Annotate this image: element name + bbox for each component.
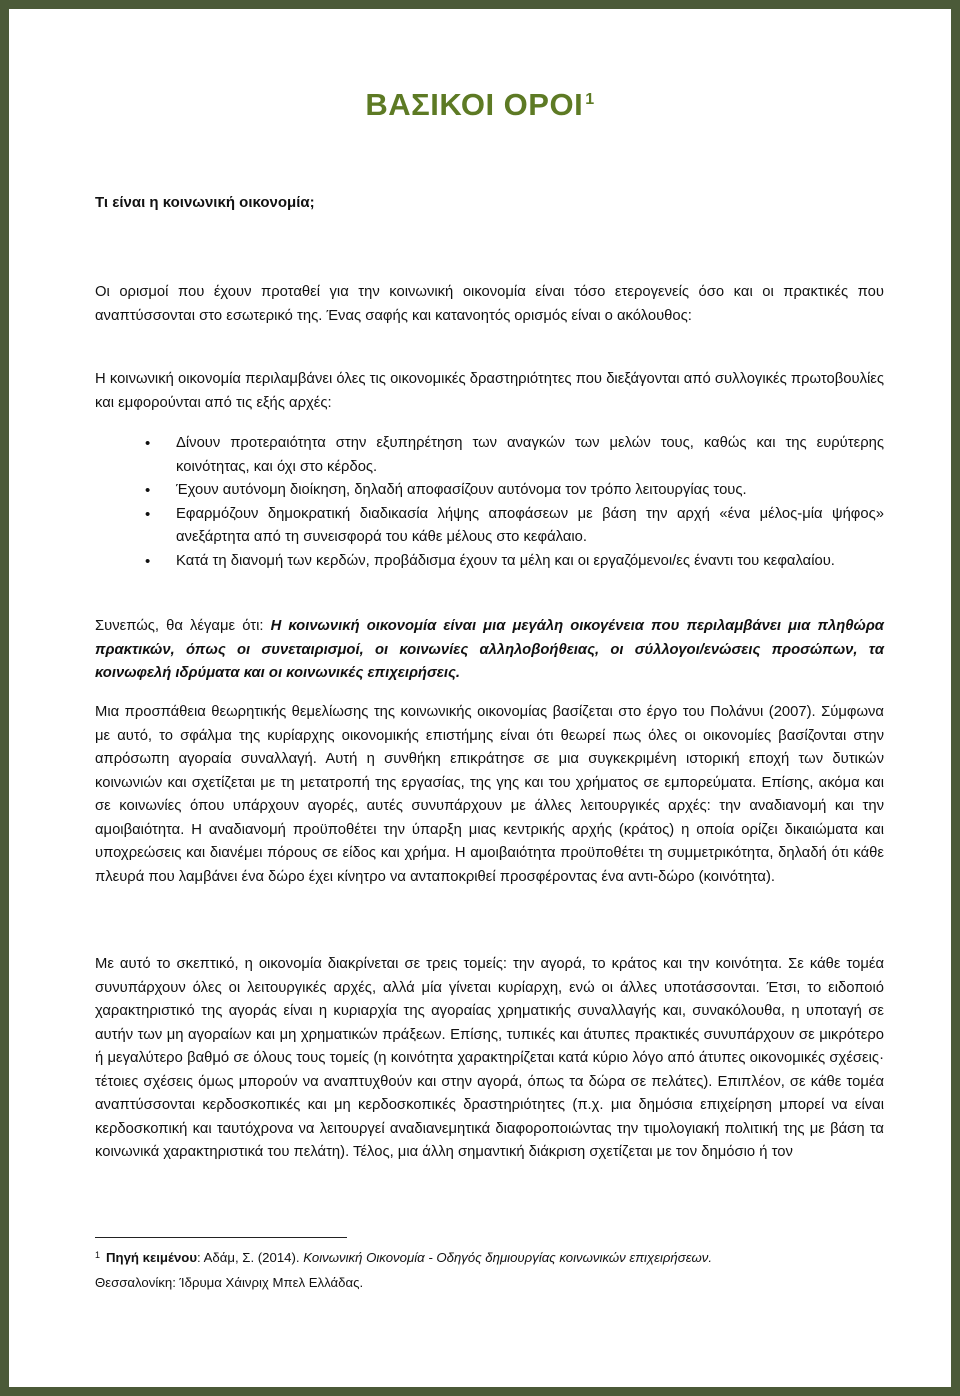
footnote-author: : Αδάμ, Σ. (2014).: [197, 1250, 304, 1265]
paragraph-conclusion: [95, 615, 884, 686]
footnote-work-title: Κοινωνική Οικονομία - Οδηγός δημιουργίας κοινωνικών επιχειρήσεων.: [303, 1250, 713, 1265]
paragraph-intro: Οι ορισμοί που έχουν προταθεί για την κοινωνική οικονομία είναι τόσο ετερογενείς όσο και οι πρακτικές που αναπτύσσονται στο εσωτερικό της. Ένας σαφής και κατανοητός ορισμός είναι ο ακόλουθος:: [95, 284, 884, 324]
title-footnote-ref[interactable]: 1: [585, 91, 595, 108]
bullet-icon: •: [145, 552, 151, 570]
page-title: [9, 87, 951, 123]
footnote-divider: [95, 1237, 347, 1238]
paragraph-polanyi: Μια προσπάθεια θεωρητικής θεμελίωσης της κοινωνικής οικονομίας βασίζεται στο έργο του Πολάνυι (2007). Σύμφωνα με αυτό, το σφάλμα της κυρίαρχης οικονομικής επιστήμης είναι ότι θεωρεί πως όλες οι οικονομίες βασίζονται στην απρόσωπη αγοραία συναλλαγή. Αυτή η συνθήκη επικράτησε σε μια συγκεκριμένη ιστορική εποχή των δυτικών κοινωνιών και σχετίζεται με τη μετατροπή της εργασίας, της γης και του χρήματος σε εμπορεύματα. Επίσης, ακόμα και σε κοινωνίες όπου υπάρχουν αγορές, αυτές συνυπάρχουν με άλλες λειτουργικές αρχές: την αναδιανομή και την αμοιβαιότητα. Η αναδιανομή προϋποθέτει την ύπαρξη μιας κεντρικής αρχής (κράτος) η οποία ορίζει δικαιώματα και υποχρεώσεις και διανέμει πόρους σε είδος και χρήμα. Η αμοιβαιότητα προϋποθέτει τη συμμετρικότητα, δηλαδή ότι κάθε πλευρά που λαμβάνει ένα δώρο έχει κίνητρο να ανταποκριθεί προσφέροντας ένα αντι-δώρο (κοινότητα).: [95, 704, 884, 885]
conclusion-lead: Συνεπώς, θα λέγαμε ότι:: [95, 618, 271, 634]
footnote-number: 1: [95, 1250, 101, 1260]
footnote-label: Πηγή κειμένου: [106, 1250, 198, 1265]
bullet-icon: •: [145, 505, 151, 523]
list-item: [95, 550, 884, 574]
footnote-line-1: [95, 1245, 884, 1270]
paragraph-sectors: Με αυτό το σκεπτικό, η οικονομία διακρίνεται σε τρεις τομείς: την αγορά, το κράτος και την κοινότητα. Σε κάθε τομέα συνυπάρχουν όλες οι λειτουργικές αρχές, αλλά μία γίνεται κυρίαρχη, ενώ οι άλλες υποτάσσονται. Έτσι, το ειδοποιό χαρακτηριστικό της αγοράς είναι η κυριαρχία της αγοραίας χρηματικής συναλλαγής και, συνακόλουθα, η υποταγή σε αυτήν των μη αγοραίων και μη χρηματικών πράξεων. Επίσης, τυπικές και άτυπες πρακτικές συνυπάρχουν σε μικρότερο ή μεγαλύτερο βαθμό σε όλους τους τομείς (η κοινότητα χαρακτηρίζεται κατά κύριο λόγο από άτυπες οικονομικές σχέσεις· τέτοιες σχέσεις όμως μπορούν να αναπτυχθούν και στην αγορά, όπως τα δώρα σε πελάτες). Επιπλέον, σε κάθε τομέα αναπτύσσονται κερδοσκοπικές και μη κερδοσκοπικές δραστηριότητες (π.χ. μια δημόσια επιχείρηση μπορεί να είναι κερδοσκοπική και ταυτόχρονα να λειτουργεί αναδιανεμητικά διαφοροποιώντας την τιμολογιακή πολιτική της με βάση τα κοινωνικά χαρακτηριστικά του πελάτη). Τέλος, μια άλλη σημαντική διάκριση σχετίζεται με τον δημόσιο ή τον: [95, 956, 884, 1160]
principles-list: [95, 432, 884, 573]
list-item: [95, 503, 884, 550]
footnote: [95, 1245, 884, 1295]
list-item: [95, 479, 884, 503]
page-title-text: ΒΑΣΙΚΟΙ ΟΡΟΙ: [365, 87, 584, 122]
list-item-text: Δίνουν προτεραιότητα στην εξυπηρέτηση των αναγκών των μελών τους, καθώς και της ευρύτερης κοινότητας, και όχι στο κέρδος.: [176, 435, 884, 475]
bullet-icon: •: [145, 435, 151, 452]
list-item-text: Εφαρμόζουν δημοκρατική διαδικασία λήψης αποφάσεων με βάση την αρχή «ένα μέλος-μία ψήφος» ανεξάρτητα από τη συνεισφορά του κάθε μέλους στο κεφάλαιο.: [176, 505, 884, 545]
list-item-text: Κατά τη διανομή των κερδών, προβάδισμα έχουν τα μέλη και οι εργαζόμενοι/ες έναντι του κεφαλαίου.: [176, 552, 835, 569]
section-subtitle: Τι είναι η κοινωνική οικονομία;: [95, 194, 315, 211]
list-item: [95, 432, 884, 479]
paragraph-definition: Η κοινωνική οικονομία περιλαμβάνει όλες τις οικονομικές δραστηριότητες που διεξάγονται από συλλογικές πρωτοβουλίες και εμφορούνται από τις εξής αρχές:: [95, 371, 884, 411]
bullet-icon: •: [145, 482, 151, 499]
conclusion-emphasis: Η κοινωνική οικονομία είναι μια μεγάλη οικογένεια που περιλαμβάνει μια πληθώρα πρακτικών, όπως οι συνεταιρισμοί, οι κοινωνίες αλληλοβοήθειας, οι σύλλογοι/ενώσεις προσώπων, τα κοινωφελή ιδρύματα και οι κοινωνικές επιχειρήσεις.: [95, 618, 884, 681]
list-item-text: Έχουν αυτόνομη διοίκηση, δηλαδή αποφασίζουν αυτόνομα τον τρόπο λειτουργίας τους.: [176, 482, 747, 498]
footnote-line-2: Θεσσαλονίκη: Ίδρυμα Χάινριχ Μπελ Ελλάδας.: [95, 1275, 364, 1290]
